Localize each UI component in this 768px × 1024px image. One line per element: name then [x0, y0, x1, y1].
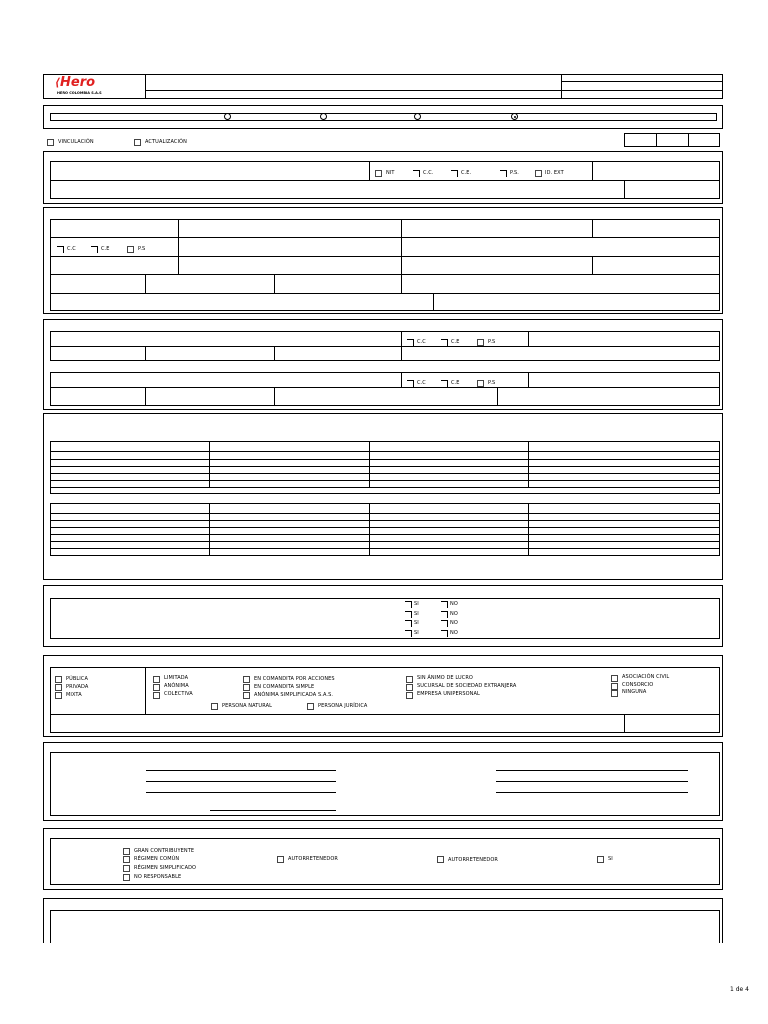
rep-ps-checkbox[interactable] [127, 246, 134, 253]
actualizacion-checkbox[interactable] [134, 139, 141, 146]
mixta-label: MIXTA [66, 692, 82, 698]
anonima-checkbox[interactable] [153, 684, 160, 691]
sas-label: ANÓNIMA SIMPLIFICADA S.A.S. [254, 692, 334, 698]
contact1-cc-checkbox[interactable] [407, 339, 414, 346]
q2-no-checkbox[interactable] [441, 611, 448, 618]
hero-logo: ⟨Hero [55, 75, 96, 90]
colectiva-label: COLECTIVA [164, 691, 193, 697]
rep-ce-checkbox[interactable] [91, 246, 98, 253]
q1-no-label: NO [450, 601, 458, 607]
gran-contribuyente-label: GRAN CONTRIBUYENTE [134, 848, 195, 854]
ce-checkbox[interactable] [451, 170, 458, 177]
ce-label: C.E. [461, 170, 472, 176]
limitada-label: LIMITADA [164, 675, 189, 681]
contact2-cc-label: C.C [417, 380, 426, 386]
no-responsable-label: NO RESPONSABLE [134, 874, 182, 880]
persona-natural-checkbox[interactable] [211, 703, 218, 710]
contact2-ce-label: C.E [451, 380, 460, 386]
signature-box [50, 752, 720, 816]
radio-bar [50, 113, 717, 121]
consorcio-label: CONSORCIO [622, 682, 654, 688]
rep-cc-checkbox[interactable] [57, 246, 64, 253]
comandita-acciones-label: EN COMANDITA POR ACCIONES [254, 676, 335, 682]
regimen-simplificado-label: RÉGIMEN SIMPLIFICADO [134, 865, 197, 871]
contact2-ce-checkbox[interactable] [441, 380, 448, 387]
vinculacion-checkbox[interactable] [47, 139, 54, 146]
autoretenedor-1-checkbox[interactable] [277, 856, 284, 863]
contact2-cc-checkbox[interactable] [407, 380, 414, 387]
nit-checkbox[interactable] [375, 170, 382, 177]
signature-line-4 [210, 810, 336, 811]
contact1-ce-checkbox[interactable] [441, 339, 448, 346]
sucursal-label: SUCURSAL DE SOCIEDAD EXTRANJERA [417, 683, 517, 689]
radio-option-3[interactable] [414, 113, 421, 120]
persona-juridica-checkbox[interactable] [307, 703, 314, 710]
sin-animo-checkbox[interactable] [406, 676, 413, 683]
ninguna-label: NINGUNA [622, 689, 647, 695]
legal-rep-table [50, 219, 720, 311]
contact1-ce-label: C.E [451, 339, 460, 345]
comandita-simple-label: EN COMANDITA SIMPLE [254, 684, 315, 690]
cc-checkbox[interactable] [413, 170, 420, 177]
anonima-label: ANÓNIMA [164, 683, 189, 689]
q3-yes-label: SI [414, 620, 419, 626]
q2-no-label: NO [450, 611, 458, 617]
mixta-checkbox[interactable] [55, 692, 62, 699]
q3-yes-checkbox[interactable] [405, 620, 412, 627]
q3-no-label: NO [450, 620, 458, 626]
signature-line-3 [146, 792, 336, 793]
signature-line-6 [496, 781, 688, 782]
signature-line-7 [496, 792, 688, 793]
contact1-ps-checkbox[interactable] [477, 339, 484, 346]
date-boxes [624, 133, 720, 147]
sas-checkbox[interactable] [243, 692, 250, 699]
signature-line-1 [146, 770, 336, 771]
company-name: HERO COLOMBIA S.A.S [57, 91, 102, 95]
radio-option-2[interactable] [320, 113, 327, 120]
bottom-inner-box [50, 910, 720, 943]
comandita-simple-checkbox[interactable] [243, 684, 250, 691]
q4-no-label: NO [450, 630, 458, 636]
ps-checkbox[interactable] [500, 170, 507, 177]
colectiva-checkbox[interactable] [153, 692, 160, 699]
signature-line-5 [496, 770, 688, 771]
q1-yes-label: SI [414, 601, 419, 607]
regimen-comun-label: RÉGIMEN COMÚN [134, 856, 180, 862]
actualizacion-label: ACTUALIZACIÓN [145, 139, 187, 145]
ninguna-checkbox[interactable] [611, 690, 618, 697]
limitada-checkbox[interactable] [153, 676, 160, 683]
company-type-table [50, 667, 720, 733]
persona-juridica-label: PERSONA JURÍDICA [318, 703, 368, 709]
contact2-ps-checkbox[interactable] [477, 380, 484, 387]
q4-yes-label: SI [414, 630, 419, 636]
idext-label: ID. EXT [545, 170, 564, 176]
rep-cc-label: C.C [67, 246, 76, 252]
radio-option-1[interactable] [224, 113, 231, 120]
q2-yes-checkbox[interactable] [405, 611, 412, 618]
cc-label: C.C. [423, 170, 434, 176]
publica-label: PÚBLICA [66, 676, 88, 682]
contact1-ps-label: P.S [488, 339, 496, 345]
tax-si-label: SI [608, 856, 613, 862]
q1-yes-checkbox[interactable] [405, 601, 412, 608]
q1-no-checkbox[interactable] [441, 601, 448, 608]
q4-no-checkbox[interactable] [441, 630, 448, 637]
tax-si-checkbox[interactable] [597, 856, 604, 863]
no-responsable-checkbox[interactable] [123, 874, 130, 881]
contact2-ps-label: P.S [488, 380, 496, 386]
privada-checkbox[interactable] [55, 684, 62, 691]
radio-option-4[interactable] [511, 113, 518, 120]
regimen-comun-checkbox[interactable] [123, 856, 130, 863]
privada-label: PRIVADA [66, 684, 89, 690]
autoretenedor-2-checkbox[interactable] [437, 856, 444, 863]
gran-contribuyente-checkbox[interactable] [123, 848, 130, 855]
yes-no-table [50, 598, 720, 639]
idext-checkbox[interactable] [535, 170, 542, 177]
autoretenedor-1-label: AUTORRETENEDOR [288, 856, 338, 862]
regimen-simplificado-checkbox[interactable] [123, 865, 130, 872]
vinculacion-label: VINCULACIÓN [58, 139, 94, 145]
rep-ce-label: C.E [101, 246, 110, 252]
q2-yes-label: SI [414, 611, 419, 617]
rep-ps-label: P.S [138, 246, 146, 252]
nit-label: NIT [386, 170, 395, 176]
ps-label: P.S. [510, 170, 519, 176]
comandita-acciones-checkbox[interactable] [243, 676, 250, 683]
page-number: 1 de 4 [730, 986, 749, 993]
q4-yes-checkbox[interactable] [405, 630, 412, 637]
persona-natural-label: PERSONA NATURAL [222, 703, 272, 709]
publica-checkbox[interactable] [55, 676, 62, 683]
asociacion-civil-checkbox[interactable] [611, 675, 618, 682]
contact1-cc-label: C.C [417, 339, 426, 345]
autoretenedor-2-label: AUTORRETENEDOR [448, 857, 498, 863]
asociacion-civil-label: ASOCIACIÓN CIVIL [622, 674, 670, 680]
signature-line-2 [146, 781, 336, 782]
consorcio-checkbox[interactable] [611, 683, 618, 690]
unipersonal-checkbox[interactable] [406, 692, 413, 699]
sucursal-checkbox[interactable] [406, 684, 413, 691]
contact-table-2 [50, 372, 720, 406]
q3-no-checkbox[interactable] [441, 620, 448, 627]
sin-animo-label: SIN ÁNIMO DE LUCRO [417, 675, 473, 681]
unipersonal-label: EMPRESA UNIPERSONAL [417, 691, 480, 697]
